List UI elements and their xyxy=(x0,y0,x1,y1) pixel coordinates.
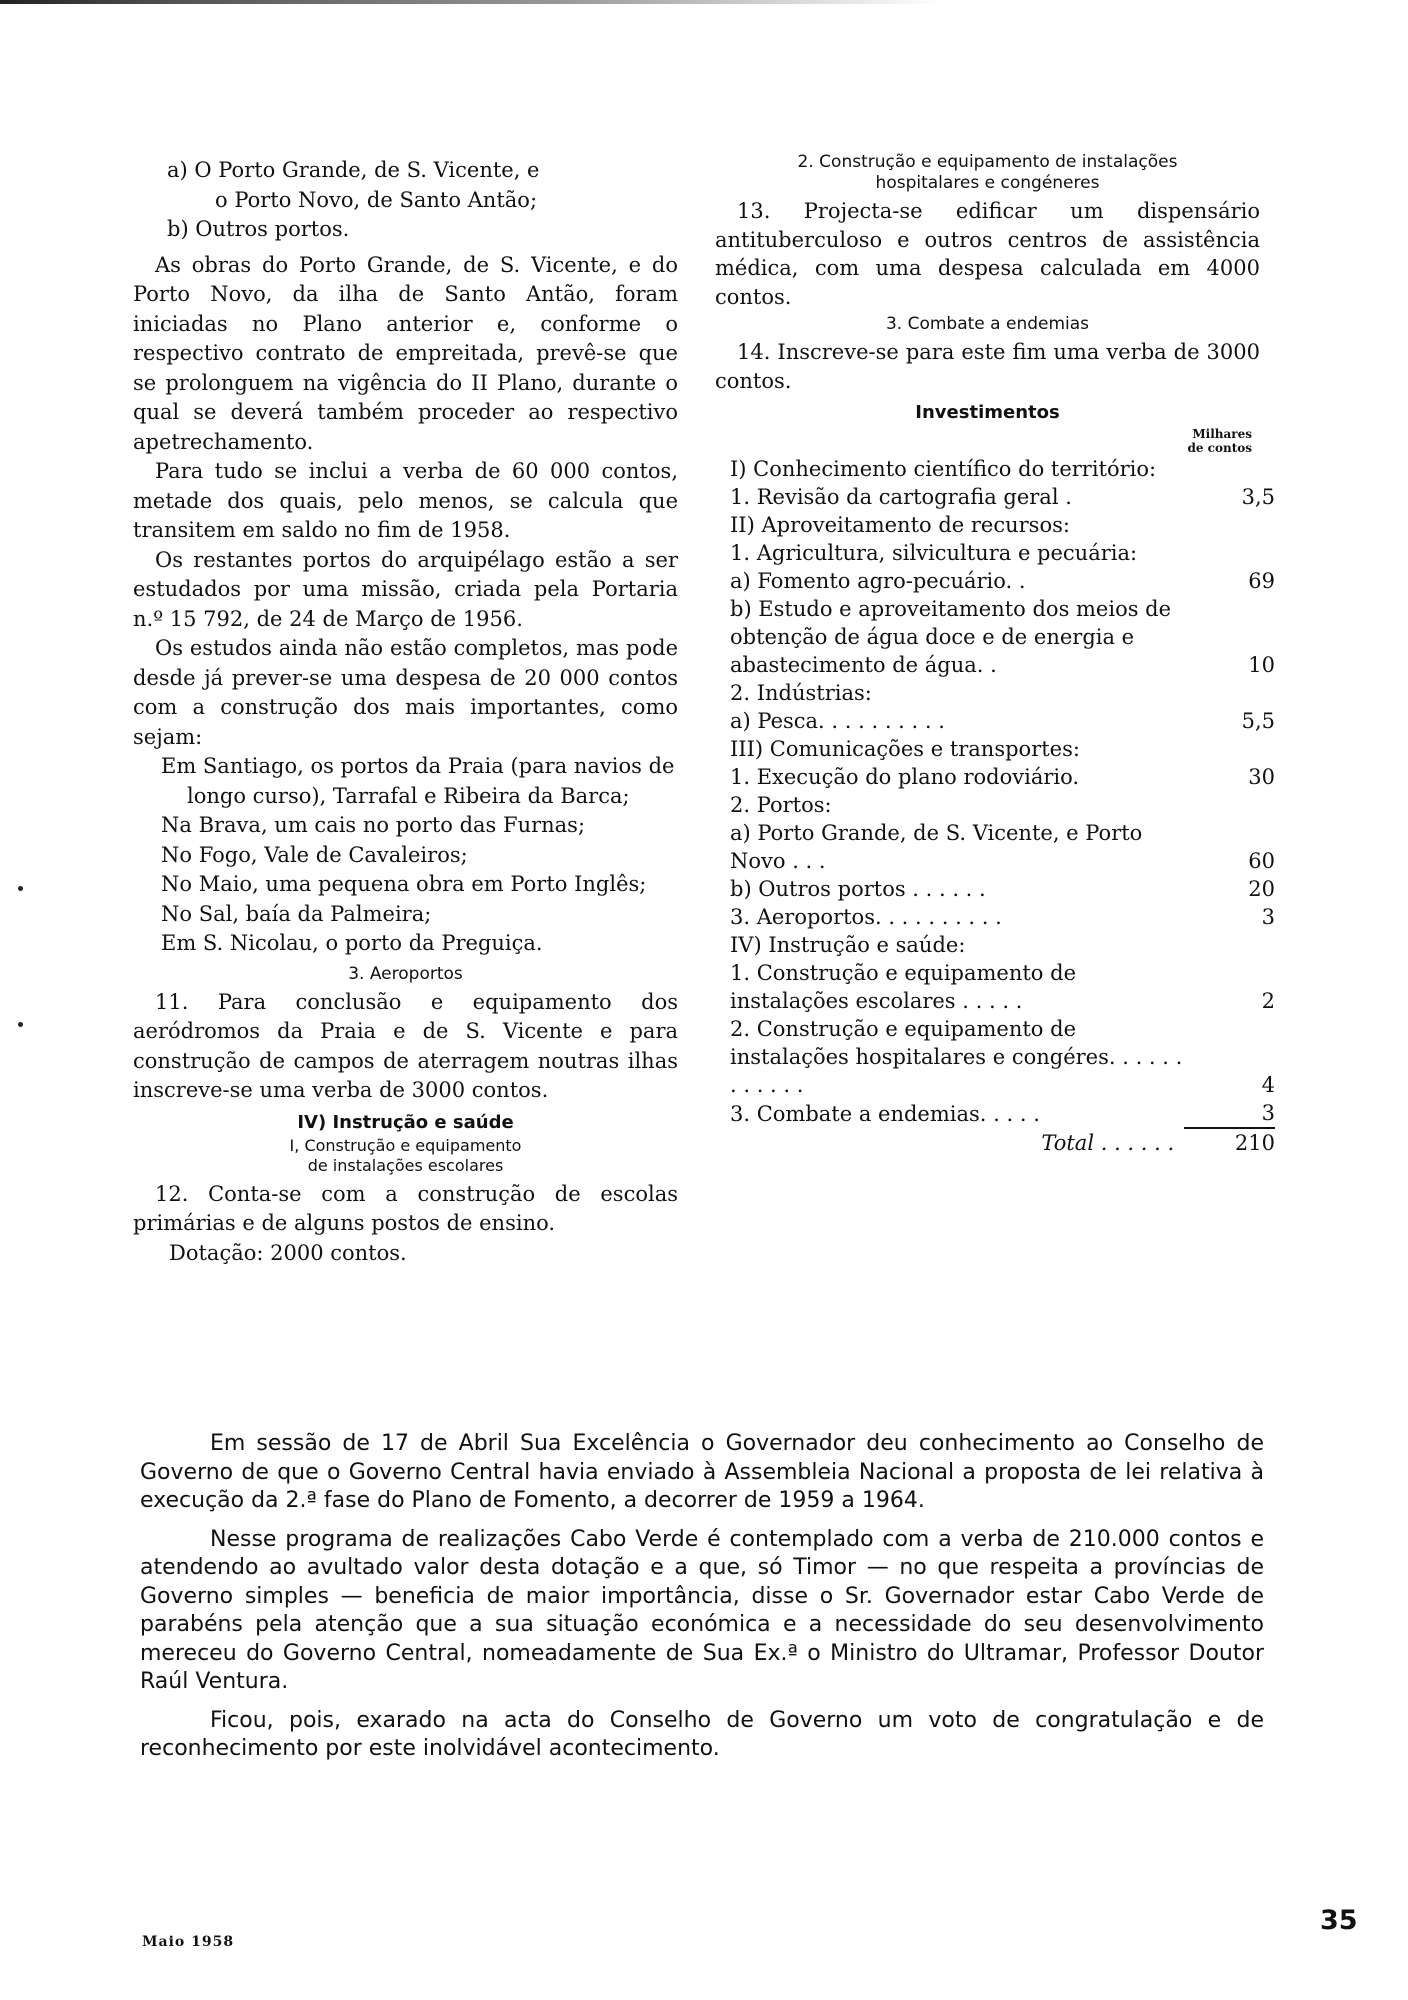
investment-item-value: 2 xyxy=(1261,989,1275,1013)
investment-item-value: 3,5 xyxy=(1241,485,1275,509)
investment-item-value: 69 xyxy=(1248,569,1275,593)
list-item-b: b) Outros portos. xyxy=(167,217,350,241)
paragraph-12: 12. Conta-se com a construção de escolas primárias e de alguns postos de ensino. xyxy=(133,1181,678,1235)
investment-item-label: b) Outros portos . . . . . . xyxy=(730,877,986,901)
investment-item-label: 3. Combate a endemias. . . . . xyxy=(730,1102,1040,1126)
investment-item-value xyxy=(1184,511,1275,539)
footer-date: Maio 1958 xyxy=(142,1934,235,1950)
investment-item-label: a) Pesca. . . . . . . . . . xyxy=(730,709,945,733)
paragraph: Os estudos ainda não estão completos, mas pode desde já prever-se uma despesa de 20 000 contos com a construção dos mais importantes, como sejam: xyxy=(133,636,678,749)
subsection-heading-line: de instalações escolares xyxy=(307,1155,504,1175)
investment-item-label: 2. Portos: xyxy=(730,793,832,817)
summary-paragraph: Ficou, pois, exarado na acta do Conselho de Governo um voto de congratulação e de reconhecimento por este inolvidável acontecimento. xyxy=(140,1707,1264,1761)
investment-item-value: 20 xyxy=(1248,877,1275,901)
investment-row xyxy=(730,735,1275,763)
investment-row xyxy=(730,511,1275,539)
investment-item-value xyxy=(1184,679,1275,707)
investment-row xyxy=(730,679,1275,707)
investment-item-value: 60 xyxy=(1248,849,1275,873)
unit-label: Milhares de contos xyxy=(1187,427,1252,455)
investment-item-value: 4 xyxy=(1261,1073,1275,1097)
paragraph: Os restantes portos do arquipélago estão a ser estudados por uma missão, criada pela Portaria n.º 15 792, de 24 de Março de 1956. xyxy=(133,547,678,631)
investment-row xyxy=(730,455,1275,483)
investment-item-label: 1. Construção e equipamento de instalações escolares . . . . . xyxy=(730,961,1076,1013)
investment-row xyxy=(730,791,1275,819)
summary-paragraph: Nesse programa de realizações Cabo Verde é contemplado com a verba de 210.000 contos e atendendo ao avultado valor desta dotação e a que, só Timor — no que respeita a províncias de Governo simples — beneficia de maior importância, disse o Sr. Governador estar Cabo Verde de parabéns pela atenção que a sua situação económica e a necessidade do seu desenvolvimento mereceu do Governo Central, nomeadamente de Sua Ex.ª o Ministro do Ultramar, Professor Doutor Raúl Ventura. xyxy=(140,1526,1264,1694)
investment-row xyxy=(730,1015,1275,1099)
total-value: 210 xyxy=(1184,1128,1275,1157)
investment-row xyxy=(730,539,1275,567)
margin-mark xyxy=(18,1022,23,1027)
section-heading-aeroportos: 3. Aeroportos xyxy=(348,963,463,984)
investment-item-label: a) Porto Grande, de S. Vicente, e Porto Novo . . . xyxy=(730,821,1143,873)
investment-row xyxy=(730,1099,1275,1128)
port-item: No Maio, uma pequena obra em Porto Inglês; xyxy=(161,872,647,896)
investment-row xyxy=(730,903,1275,931)
paragraph: Para tudo se inclui a verba de 60 000 contos, metade dos quais, pelo menos, se calcula que transitem em saldo no fim de 1958. xyxy=(133,459,678,542)
investment-item-value xyxy=(1184,455,1275,483)
investment-item-label: II) Aproveitamento de recursos: xyxy=(730,513,1070,537)
section-heading-endemias: 3. Combate a endemias xyxy=(885,314,1090,334)
investment-item-value xyxy=(1184,931,1275,959)
investment-item-label: b) Estudo e aproveitamento dos meios de obtenção de água doce e de energia e abastecimento de água. . xyxy=(730,597,1172,677)
port-item: Em S. Nicolau, o porto da Preguiça. xyxy=(161,931,543,955)
list-item-a: a) O Porto Grande, de S. Vicente, e o Porto Novo, de Santo Antão; xyxy=(167,158,540,212)
investment-item-value: 10 xyxy=(1248,653,1275,677)
investment-item-value xyxy=(1184,735,1275,763)
investment-row xyxy=(730,875,1275,903)
investment-item-label: I) Conhecimento científico do território: xyxy=(730,457,1157,481)
paragraph-13: 13. Projecta-se edificar um dispensário antituberculoso e outros centros de assistência médica, com uma despesa calculada em 4000 contos. xyxy=(715,199,1260,309)
paragraph: As obras do Porto Grande, de S. Vicente, e do Porto Novo, da ilha de Santo Antão, foram iniciadas no Plano anterior e, conforme o respectivo contrato de empreitada, prevê-se que se prolonguem na vigência do II Plano, durante o qual se deverá também proceder ao respectivo apetrechamento. xyxy=(133,252,678,454)
investment-item-value xyxy=(1184,539,1275,567)
scan-edge xyxy=(0,0,940,4)
section-heading-line: hospitalares e congéneres xyxy=(875,173,1100,193)
investment-row xyxy=(730,595,1275,679)
paragraph-11: 11. Para conclusão e equipamento dos aeródromos da Praia e de S. Vicente e para construção de campos de aterragem noutras ilhas inscreve-se uma verba de 3000 contos. xyxy=(133,989,678,1102)
investment-item-label: 2. Indústrias: xyxy=(730,681,872,705)
investment-row xyxy=(730,567,1275,595)
investment-item-value xyxy=(1184,791,1275,819)
paragraph-14: 14. Inscreve-se para este fim uma verba de 3000 contos. xyxy=(715,340,1260,393)
investment-item-label: 2. Construção e equipamento de instalações hospitalares e congéres. . . . . . . . . . . . xyxy=(730,1017,1183,1097)
port-item: No Sal, baía da Palmeira; xyxy=(161,901,432,926)
investment-row xyxy=(730,483,1275,511)
summary-paragraph: Em sessão de 17 de Abril Sua Excelência o Governador deu conhecimento ao Conselho de Governo de que o Governo Central havia enviado à Assembleia Nacional a proposta de lei relativa à execução da 2.ª fase do Plano de Fomento, a decorrer de 1959 a 1964. xyxy=(140,1431,1264,1513)
investment-item-label: IV) Instrução e saúde: xyxy=(730,933,966,957)
investment-row xyxy=(730,931,1275,959)
investment-item-label: 1. Agricultura, silvicultura e pecuária: xyxy=(730,541,1138,565)
section-heading-instrucao: IV) Instrução e saúde xyxy=(297,1111,514,1133)
investimentos-title: Investimentos xyxy=(915,402,1060,423)
investment-table xyxy=(730,455,1275,1157)
subsection-heading-line: I, Construção e equipamento xyxy=(289,1135,522,1155)
investment-row xyxy=(730,819,1275,875)
right-column xyxy=(715,152,1275,1157)
investment-item-label: 3. Aeroportos. . . . . . . . . . xyxy=(730,905,1002,929)
left-column xyxy=(133,156,678,1268)
page-number: 35 xyxy=(1320,1905,1358,1936)
investment-row xyxy=(730,763,1275,791)
investment-item-value: 3 xyxy=(1261,905,1275,929)
investment-item-value: 3 xyxy=(1261,1101,1275,1125)
section-heading-line: 2. Construção e equipamento de instalações xyxy=(797,152,1178,172)
investment-row xyxy=(730,959,1275,1015)
port-item: Na Brava, um cais no porto das Furnas; xyxy=(161,813,586,837)
summary-section xyxy=(140,1430,1264,1774)
dotacao-line: Dotação: 2000 contos. xyxy=(169,1240,407,1265)
margin-mark xyxy=(18,886,23,891)
investment-item-label: 1. Revisão da cartografia geral . xyxy=(730,485,1072,509)
total-label: Total . . . . . . xyxy=(1041,1131,1175,1155)
port-item: No Fogo, Vale de Cavaleiros; xyxy=(161,842,468,867)
port-item: Em Santiago, os portos da Praia (para navios de longo curso), Tarrafal e Ribeira da Barca; xyxy=(161,754,675,808)
total-row xyxy=(730,1128,1275,1157)
investment-row xyxy=(730,707,1275,735)
investment-item-value: 30 xyxy=(1248,765,1275,789)
investment-item-label: a) Fomento agro-pecuário. . xyxy=(730,569,1026,593)
investment-item-value: 5,5 xyxy=(1241,709,1275,733)
investment-item-label: III) Comunicações e transportes: xyxy=(730,737,1080,761)
investment-item-label: 1. Execução do plano rodoviário. xyxy=(730,765,1080,789)
